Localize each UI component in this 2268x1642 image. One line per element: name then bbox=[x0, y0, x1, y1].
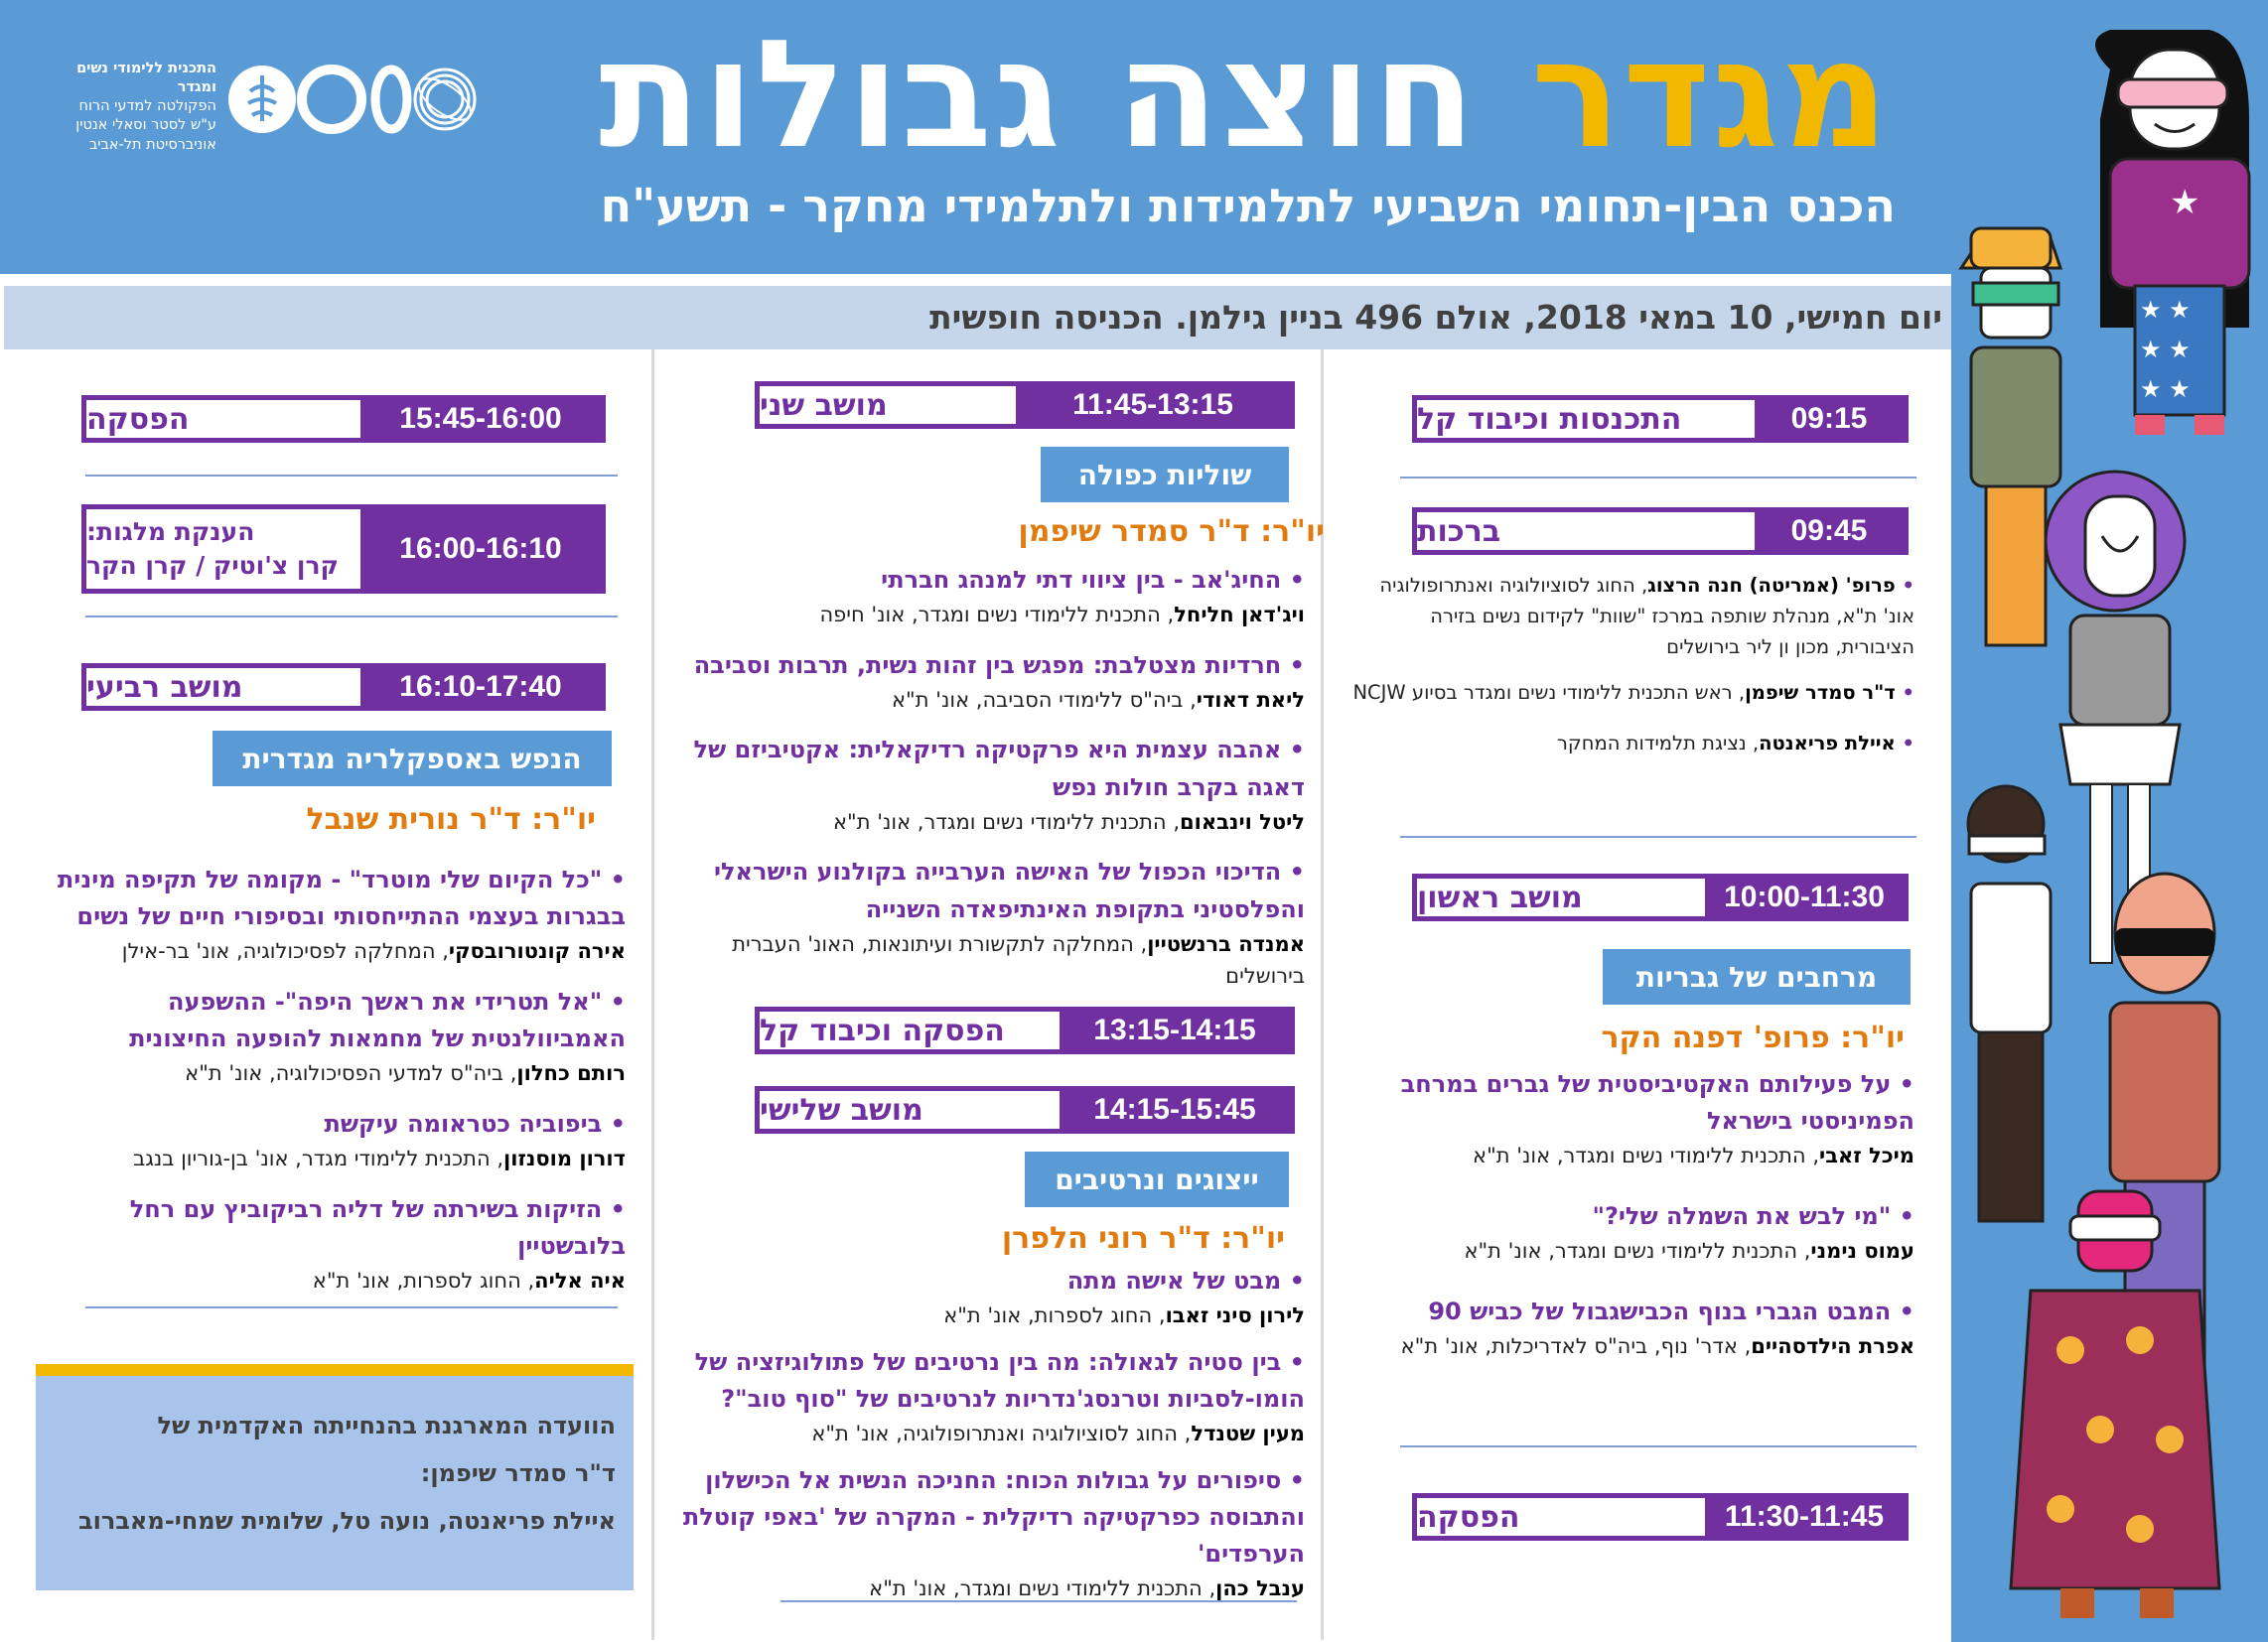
session-chair: יו"ר: ד"ר רוני הלפרן bbox=[1001, 1221, 1285, 1256]
talk-item: • המבט הגברי בנוף הכבישגבול של כביש 90 אפרת הילדסהיים, אדר' נוף, ביה"ס לאדריכלות, אונ' ת"א bbox=[1352, 1294, 1914, 1363]
session-theme: הנפש באספקלריה מגדרית bbox=[213, 731, 612, 786]
slot-time: 13:15-14:15 bbox=[1093, 1014, 1256, 1046]
slot-time: 11:45-13:15 bbox=[1072, 388, 1233, 421]
speaker-affiliation: החוג לסוציולוגיה ואנתרופולוגיה אונ' ת"א, מנהלת שותפה במרכז "שוות" לקידום נשים בזירה הציבורית, מכון ון ליר בירושלים bbox=[1379, 574, 1914, 659]
speaker-affiliation: ראש התכנית ללימודי נשים ומגדר בסיוע NCJW bbox=[1352, 680, 1733, 704]
talk-item: • אהבה עצמית היא פרקטיקה רדיקאלית: אקטיביזם של דאגה בקרב חולות נפש ליטל וינבאום, התכנית ללימודי נשים ומגדר, אונ' ת"א bbox=[665, 732, 1305, 838]
speaker-affiliation: התכנית ללימודי נשים ומגדר, אונ' ת"א bbox=[1473, 1144, 1806, 1168]
slot-label: התכנסות וכיבוד קל bbox=[1417, 400, 1755, 438]
session-2-talks bbox=[665, 562, 1305, 1007]
speaker-affiliation: ביה"ס ללימודי הסביבה, אונ' ת"א bbox=[892, 687, 1184, 712]
page-title bbox=[599, 9, 1891, 182]
talk-title: • סיפורים על גבולות הכוח: החניכה הנשית אל הכישלון והתבוסה כפרקטיקה רדיקלית - המקרה של 'באפי קוטלת הערפדים' bbox=[665, 1462, 1305, 1574]
slot-time: 09:15 bbox=[1790, 402, 1868, 435]
schedule-slot-greetings bbox=[1412, 507, 1909, 555]
session-chair: יו"ר: ד"ר נורית שנבל bbox=[306, 802, 596, 837]
slot-label: הפסקה וכיבוד קל bbox=[760, 1012, 1060, 1049]
title-accent: מגדר bbox=[1530, 9, 1891, 182]
speaker-name: עמוס נימני bbox=[1810, 1239, 1914, 1264]
speaker-affiliation: המחלקה לפסיכולוגיה, אונ' בר-אילן bbox=[121, 939, 436, 964]
slot-label: הפסקה bbox=[86, 400, 360, 438]
talk-title: • אהבה עצמית היא פרקטיקה רדיקאלית: אקטיביזם של דאגה בקרב חולות נפש bbox=[665, 732, 1305, 805]
talk-item: • בין סטיה לגאולה: מה בין נרטיבים של פתולוגיזציה של הומו-לסביות וטרנסג'נדריות לנרטיבים של "סוף טוב"? מעין שטנדל, החוג לסוציולוגיה ואנתרופולוגיה, אונ' ת"א bbox=[665, 1344, 1305, 1450]
speaker-affiliation: התכנית ללימודי נשים ומגדר, אונ' ת"א bbox=[833, 809, 1167, 834]
talk-title: • בין סטיה לגאולה: מה בין נרטיבים של פתולוגיזציה של הומו-לסביות וטרנסג'נדריות לנרטיבים של "סוף טוב"? bbox=[665, 1344, 1305, 1418]
speaker-name: ליטל וינבאום bbox=[1180, 809, 1305, 834]
speaker-affiliation: ביה"ס למדעי הפסיכולוגיה, אונ' ת"א bbox=[185, 1061, 504, 1086]
list-item: • איילת פריאנטה, נציגת תלמידות המחקר bbox=[1556, 731, 1914, 754]
slot-label: ברכות bbox=[1417, 512, 1755, 550]
schedule-slot-session-2 bbox=[755, 381, 1295, 429]
svg-text:★: ★ bbox=[2170, 183, 2200, 222]
session-1-talks bbox=[1352, 1066, 1914, 1376]
logo-line: הפקולטה למדעי הרוח bbox=[78, 98, 216, 115]
session-chair: יו"ר: ד"ר סמדר שיפמן bbox=[1018, 514, 1325, 549]
talk-item: • על פעילותם האקטיביסטית של גברים במרחב הפמיניסטי בישראל מיכל זאבי, התכנית ללימודי נשים ומגדר, אונ' ת"א bbox=[1352, 1066, 1914, 1172]
event-date-location: יום חמישי, 10 במאי 2018, אולם 496 בניין גילמן. הכניסה חופשית bbox=[929, 298, 1942, 337]
speaker-name: איילת פריאנטה bbox=[1759, 731, 1896, 754]
university-logo-text bbox=[40, 60, 216, 155]
slot-label: מושב שני bbox=[760, 386, 1016, 424]
svg-text:★ ★: ★ ★ bbox=[2140, 375, 2191, 403]
section-divider bbox=[1400, 836, 1916, 838]
slot-time: 10:00-11:30 bbox=[1724, 881, 1885, 913]
slot-time: 15:45-16:00 bbox=[399, 402, 562, 435]
speaker-name: ויג'דאן חליחל bbox=[1174, 603, 1305, 627]
speaker-name: אירה קונטורובסקי bbox=[448, 939, 626, 964]
talk-item: • סיפורים על גבולות הכוח: החניכה הנשית אל הכישלון והתבוסה כפרקטיקה רדיקלית - המקרה של 'באפי קוטלת הערפדים' ענבל כהן, התכנית ללימודי נשים ומגדר, אונ' ת"א bbox=[665, 1462, 1305, 1605]
slot-label bbox=[86, 509, 360, 589]
session-chair: יו"ר: פרופ' דפנה הקר bbox=[1601, 1021, 1905, 1055]
talk-title: • המבט הגברי בנוף הכבישגבול של כביש 90 bbox=[1352, 1294, 1914, 1330]
slot-time: 11:30-11:45 bbox=[1724, 1500, 1885, 1533]
slot-time: 16:00-16:10 bbox=[399, 532, 562, 565]
column-divider bbox=[651, 349, 654, 1640]
talk-title: • הדיכוי הכפול של האישה הערבייה בקולנוע הישראלי והפלסטיני בתקופת האינתיפאדה השנייה bbox=[665, 854, 1305, 927]
committee-line: ד"ר סמדר שיפמן: bbox=[420, 1459, 616, 1487]
schedule-slot-session-1 bbox=[1412, 874, 1909, 921]
talk-item: • החיג'אב - בין ציווי דתי למנהג חברתי ויג'דאן חליחל, התכנית ללימודי נשים ומגדר, אונ' חיפה bbox=[665, 562, 1305, 631]
talk-title: • "כל הקיום שלי מוטרד" - מקומה של תקיפה מינית בבגרות בעצמי ההתייחסותי ובסיפורי חיים של נשים bbox=[40, 862, 626, 935]
speaker-affiliation: החוג לסוציולוגיה ואנתרופולוגיה, אונ' ת"א bbox=[811, 1422, 1178, 1446]
talk-item: • "כל הקיום שלי מוטרד" - מקומה של תקיפה מינית בבגרות בעצמי ההתייחסותי ובסיפורי חיים של נשים אירה קונטורובסקי, המחלקה לפסיכולוגיה, אונ' בר-אילן bbox=[40, 862, 626, 968]
speaker-affiliation: המחלקה לתקשורת ועיתונאות, האונ' העברית בירושלים bbox=[732, 931, 1305, 989]
speaker-affiliation: התכנית ללימודי מגדר, אונ' בן-גוריון בנגב bbox=[133, 1147, 491, 1171]
list-item: • פרופ' (אמריטה) חנה הרצוג, החוג לסוציולוגיה ואנתרופולוגיה אונ' ת"א, מנהלת שותפה במרכז "שוות" לקידום נשים בזירה הציבורית, מכון ון ליר בירושלים bbox=[1379, 574, 1914, 659]
talk-item: • הדיכוי הכפול של האישה הערבייה בקולנוע הישראלי והפלסטיני בתקופת האינתיפאדה השנייה אמנדה ברנשטיין, המחלקה לתקשורת ועיתונאות, האונ' העברית בירושלים bbox=[665, 854, 1305, 992]
talk-title: • חרדיות מצטלבת: מפגש בין זהות נשית, תרבות וסביבה bbox=[665, 647, 1305, 684]
talk-title: • החיג'אב - בין ציווי דתי למנהג חברתי bbox=[665, 562, 1305, 599]
svg-text:★ ★: ★ ★ bbox=[2140, 336, 2191, 363]
speaker-affiliation: התכנית ללימודי נשים ומגדר, אונ' חיפה bbox=[819, 603, 1161, 627]
slot-label-line: הענקת מלגות: bbox=[86, 517, 255, 547]
speaker-name: מעין שטנדל bbox=[1191, 1422, 1305, 1446]
section-divider bbox=[1400, 477, 1916, 479]
speaker-name: ענבל כהן bbox=[1215, 1576, 1305, 1601]
speaker-affiliation: נציגת תלמידות המחקר bbox=[1556, 731, 1747, 754]
committee-line: הוועדה המארגנת בהנחייתה האקדמית של bbox=[157, 1412, 616, 1439]
session-4-talks bbox=[40, 862, 626, 1311]
talk-title: • הזיקות בשירתה של דליה רביקוביץ עם רחל בלובשטיין bbox=[40, 1191, 626, 1265]
slot-label: מושב רביעי bbox=[86, 668, 360, 706]
schedule-slot-gathering bbox=[1412, 395, 1909, 443]
slot-label: מושב שלישי bbox=[760, 1091, 1060, 1129]
session-theme: שוליות כפולה bbox=[1041, 447, 1289, 502]
speaker-affiliation: התכנית ללימודי נשים ומגדר, אונ' ת"א bbox=[869, 1576, 1203, 1601]
schedule-slot-lunch bbox=[755, 1007, 1295, 1054]
illustrated-people-icon bbox=[1951, 0, 2268, 1642]
svg-text:★ ★: ★ ★ bbox=[2140, 296, 2191, 324]
talk-title: • "אל תטרידי את ראשך היפה"- ההשפעה האמביוולנטית של מחמאות להופעה החיצונית bbox=[40, 984, 626, 1057]
list-item: • ד"ר סמדר שיפמן, ראש התכנית ללימודי נשים ומגדר בסיוע NCJW bbox=[1352, 680, 1914, 704]
title-rest: חוצה גבולות bbox=[599, 9, 1478, 182]
university-logo-icon bbox=[228, 52, 477, 151]
speaker-affiliation: החוג לספרות, אונ' ת"א bbox=[312, 1268, 521, 1293]
talk-item: • הזיקות בשירתה של דליה רביקוביץ עם רחל בלובשטיין איה אליה, החוג לספרות, אונ' ת"א bbox=[40, 1191, 626, 1298]
logo-line: אוניברסיטת תל-אביב bbox=[88, 136, 216, 153]
talk-title: • על פעילותם האקטיביסטית של גברים במרחב הפמיניסטי בישראל bbox=[1352, 1066, 1914, 1140]
talk-item: • "אל תטרידי את ראשך היפה"- ההשפעה האמביוולנטית של מחמאות להופעה החיצונית רותם כחלון, ביה"ס למדעי הפסיכולוגיה, אונ' ת"א bbox=[40, 984, 626, 1090]
speaker-name: מיכל זאבי bbox=[1819, 1144, 1914, 1168]
schedule-slot-session-4 bbox=[81, 663, 606, 711]
speaker-affiliation: התכנית ללימודי נשים ומגדר, אונ' ת"א bbox=[1464, 1239, 1798, 1264]
session-3-talks bbox=[665, 1263, 1305, 1619]
slot-label: מושב ראשון bbox=[1417, 879, 1705, 916]
talk-title: • "מי לבש את השמלה שלי?" bbox=[1352, 1198, 1914, 1235]
speaker-name: ד"ר סמדר שיפמן bbox=[1745, 680, 1896, 704]
talk-item: • "מי לבש את השמלה שלי?" עמוס נימני, התכנית ללימודי נשים ומגדר, אונ' ת"א bbox=[1352, 1198, 1914, 1268]
session-theme: ייצוגים ונרטיבים bbox=[1025, 1152, 1289, 1207]
speaker-name: רותם כחלון bbox=[516, 1061, 626, 1086]
speaker-name: פרופ' (אמריטה) חנה הרצוג bbox=[1647, 574, 1896, 597]
logo-line: התכנית ללימודי נשים ומגדר bbox=[76, 61, 216, 96]
schedule-slot-break-2 bbox=[81, 395, 606, 443]
section-divider bbox=[85, 475, 618, 477]
speaker-affiliation: החוג לספרות, אונ' ת"א bbox=[943, 1303, 1153, 1328]
talk-item: • מבט של אישה מתה לירון סיני זאבו, החוג לספרות, אונ' ת"א bbox=[665, 1263, 1305, 1332]
speaker-name: איה אליה bbox=[534, 1268, 626, 1293]
talk-item: • חרדיות מצטלבת: מפגש בין זהות נשית, תרבות וסביבה ליאת דאודי, ביה"ס ללימודי הסביבה, אונ' ת"א bbox=[665, 647, 1305, 717]
speaker-name: אמנדה ברנשטיין bbox=[1147, 931, 1305, 956]
talk-item: • ביפוביה כטראומה עיקשת דורון מוסנזון, התכנית ללימודי מגדר, אונ' בן-גוריון בנגב bbox=[40, 1106, 626, 1175]
session-theme: מרחבים של גבריות bbox=[1603, 949, 1911, 1005]
schedule-slot-break bbox=[1412, 1493, 1909, 1541]
schedule-slot-session-3 bbox=[755, 1086, 1295, 1134]
slot-time: 16:10-17:40 bbox=[399, 670, 562, 703]
slot-label: הפסקה bbox=[1417, 1498, 1705, 1536]
section-divider bbox=[1400, 1445, 1916, 1447]
talk-title: • מבט של אישה מתה bbox=[665, 1263, 1305, 1300]
section-divider bbox=[780, 1600, 1297, 1602]
logo-line: ע"ש לסטר וסאלי אנטין bbox=[75, 117, 216, 134]
speaker-name: ליאת דאודי bbox=[1196, 687, 1305, 712]
greetings-list bbox=[1350, 570, 1914, 772]
slot-time: 14:15-15:45 bbox=[1093, 1093, 1256, 1126]
committee-line: איילת פריאנטה, נועה טל, שלומית שמחי-מאברוב bbox=[77, 1507, 616, 1535]
slot-label-line: קרן צ'וטיק / קרן הקר bbox=[86, 551, 339, 580]
talk-title: • ביפוביה כטראומה עיקשת bbox=[40, 1106, 626, 1143]
section-divider bbox=[85, 616, 618, 617]
section-divider bbox=[85, 1306, 618, 1308]
speaker-affiliation: אדר' נוף, ביה"ס לאדריכלות, אונ' ת"א bbox=[1400, 1333, 1738, 1358]
page-subtitle: הכנס הבין-תחומי השביעי לתלמידות ולתלמידי מחקר - תשע"ח bbox=[600, 179, 1896, 232]
schedule-slot-scholarships bbox=[81, 504, 606, 594]
speaker-name: אפרת הילדסהיים bbox=[1751, 1333, 1914, 1358]
speaker-name: לירון סיני זאבו bbox=[1165, 1303, 1305, 1328]
organizing-committee-box bbox=[36, 1364, 634, 1590]
speaker-name: דורון מוסנזון bbox=[503, 1147, 626, 1171]
slot-time: 09:45 bbox=[1790, 514, 1868, 547]
